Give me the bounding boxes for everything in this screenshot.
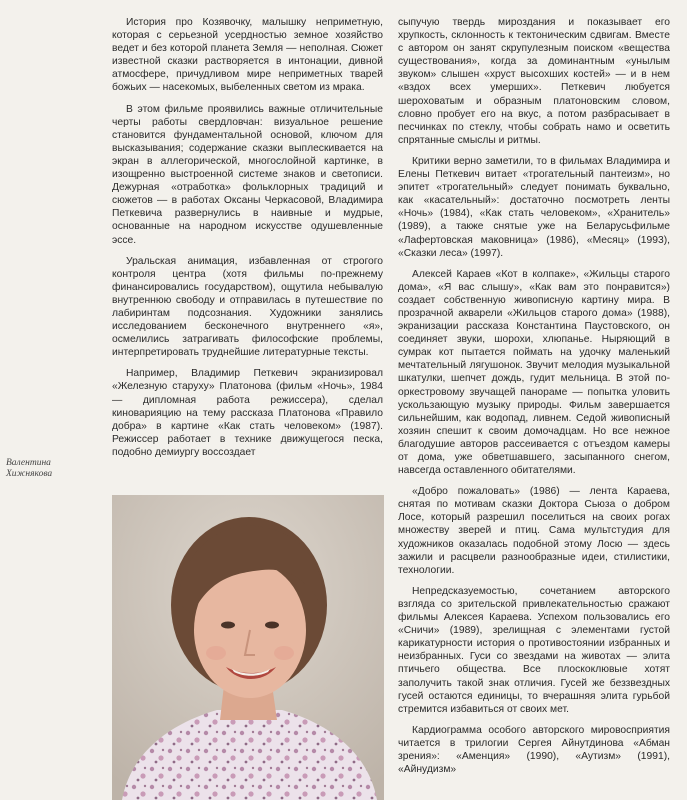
paragraph: сыпучую твердь мироздания и показывает его хрупкость, склонность к тектоническим сдвигам. Вместе с автором он занят скрупулезным поиском «вещества существования», когда за доминантным «унылым звуком» слышен «хруст высохших костей» — и в нем «вздох всех умерших». Петкевич любуется шероховатым и образным платоновским словом, словно пробует его на вкус, а потом разбрасывает в песчинках по стеклу, чтобы собрать намо и осветить спрятанные смыслы и ритмы. — [398, 17, 670, 146]
paragraph: Уральская анимация, избавленная от строгого контроля центра (хотя фильмы по-прежнему финансировались государством), ощутила небывалую внутреннюю свободу и отправилась в путешествие по лабиринтам подсознания. Художники занялись исследованием бесконечного внутреннего «я», осмелились затрагивать философские проблемы, интерпретировать труднейшие литературные тексты. — [112, 255, 383, 359]
paragraph: «Добро пожаловать» (1986) — лента Караева, снятая по мотивам сказки Доктора Сьюза о добром Лосе, который разрешил поселиться на своих рогах множеству зверей и птиц. Сама мультстудия для художников оказалась подобной этому Лосю — здесь зажили и расцвели разнообразные идеи, стилистики, технологии. — [398, 486, 670, 576]
paragraph: Непредсказуемостью, сочетанием авторского взгляда со зрительской привлекательностью сражают фильмы Алексея Караева. Успехом пользовались его «Сничи» (1989), зрелищная с элементами густой карикатурности история о противостоянии избранных и неизбранных. Гуси со звездами на животах — элита птичьего общества. Все плоскоклювые хотят заполучить такой знак отличия. Гусей же беззвездных гусей остаются единицы, то вчерашняя элита гурьбой стремится избавиться от своих мет. — [398, 585, 670, 715]
paragraph: Алексей Караев «Кот в колпаке», «Жильцы старого дома», «Я вас слышу», «Как вам это понравится») создает собственную живописную картину мира. В прозрачной акварели «Жильцов старого дома» (1988), экранизации рассказа Константина Паустовского, он соединяет звуки, шорохи, хлюпанье. Ныряющий в сумрак кот пытается поймать на удочку маленький мечтательный лягушонок. Звучит мелодия музыкальной шкатулки, шепчет дождь, гудит мельница. В этой по-оркестровому звучащей панораме — попытка уловить ускользающую музыку природы. Фильм завершается сильнейшим, как водопад, ливнем. Седой живописный хозяин спешит к своим домочадцам. Но все нежное благодушие авторов рассеивается с отъездом камеры от дома, уже обветшавшего, засыпанного снегом, навсегда оставленного обитателями. — [398, 268, 670, 477]
left-text-column — [112, 16, 383, 467]
paragraph: История про Козявочку, малышку неприметную, которая с серьезной усердностью земное хозяйство ведет и без которой планета Земля — неполная. Сюжет известной сказки растворяется в интонации, дивной атмосфере, причудливом мире неприметных тварей божьих — насекомых, выбеленных светом из мрака. — [112, 17, 383, 94]
photo-caption — [6, 458, 96, 480]
caption-last-name: Хижнякова — [6, 469, 53, 479]
right-text-column — [398, 16, 670, 784]
portrait-photo — [112, 495, 384, 800]
paragraph: Кардиограмма особого авторского мировосприятия читается в трилогии Сергея Айнутдинова «Абман зрения»: «Аменция» (1990), «Аутизм» (1991), «Айнудизм» — [398, 724, 670, 776]
caption-first-name: Валентина — [6, 458, 51, 468]
paragraph: В этом фильме проявились важные отличительные черты работы свердловчан: визуальное решение становится фундаментальной основой, ключом для высказывания; содержание сказки выплескивается на экран в аллегорической, многослойной картинке, в изощренно выстроенной системе знаков и светописи. Дежурная «отработка» фольклорных традиций и сюжетов — в работах Оксаны Черкасовой, Владимира Петкевича развернулись в наивные и мудрые, основанные на народном искусстве одушевленные эссе. — [112, 103, 383, 246]
paragraph: Критики верно заметили, то в фильмах Владимира и Елены Петкевич витает «трогательный пантеизм», но эпитет «трогательный» следует понимать буквально, как «касательный»: достаточно посмотреть ленты «Ночь» (1984), «Как стать человеком», «Хранитель» (1989), а также снятые уже на Беларусьфильме «Лафертовская маковница» (1986), «Месяц» (1993), «Сказки леса» (1997). — [398, 155, 670, 259]
paragraph: Например, Владимир Петкевич экранизировал «Железную старуху» Платонова (фильм «Ночь», 1984 — дипломная работа режиссера), сделал киноварияцию на тему рассказа Платонова «Правило добра» в картине «Как стать человеком» (1987). Режиссер работает в технике движущегося песка, подобно демиургу воссоздает — [112, 368, 383, 458]
